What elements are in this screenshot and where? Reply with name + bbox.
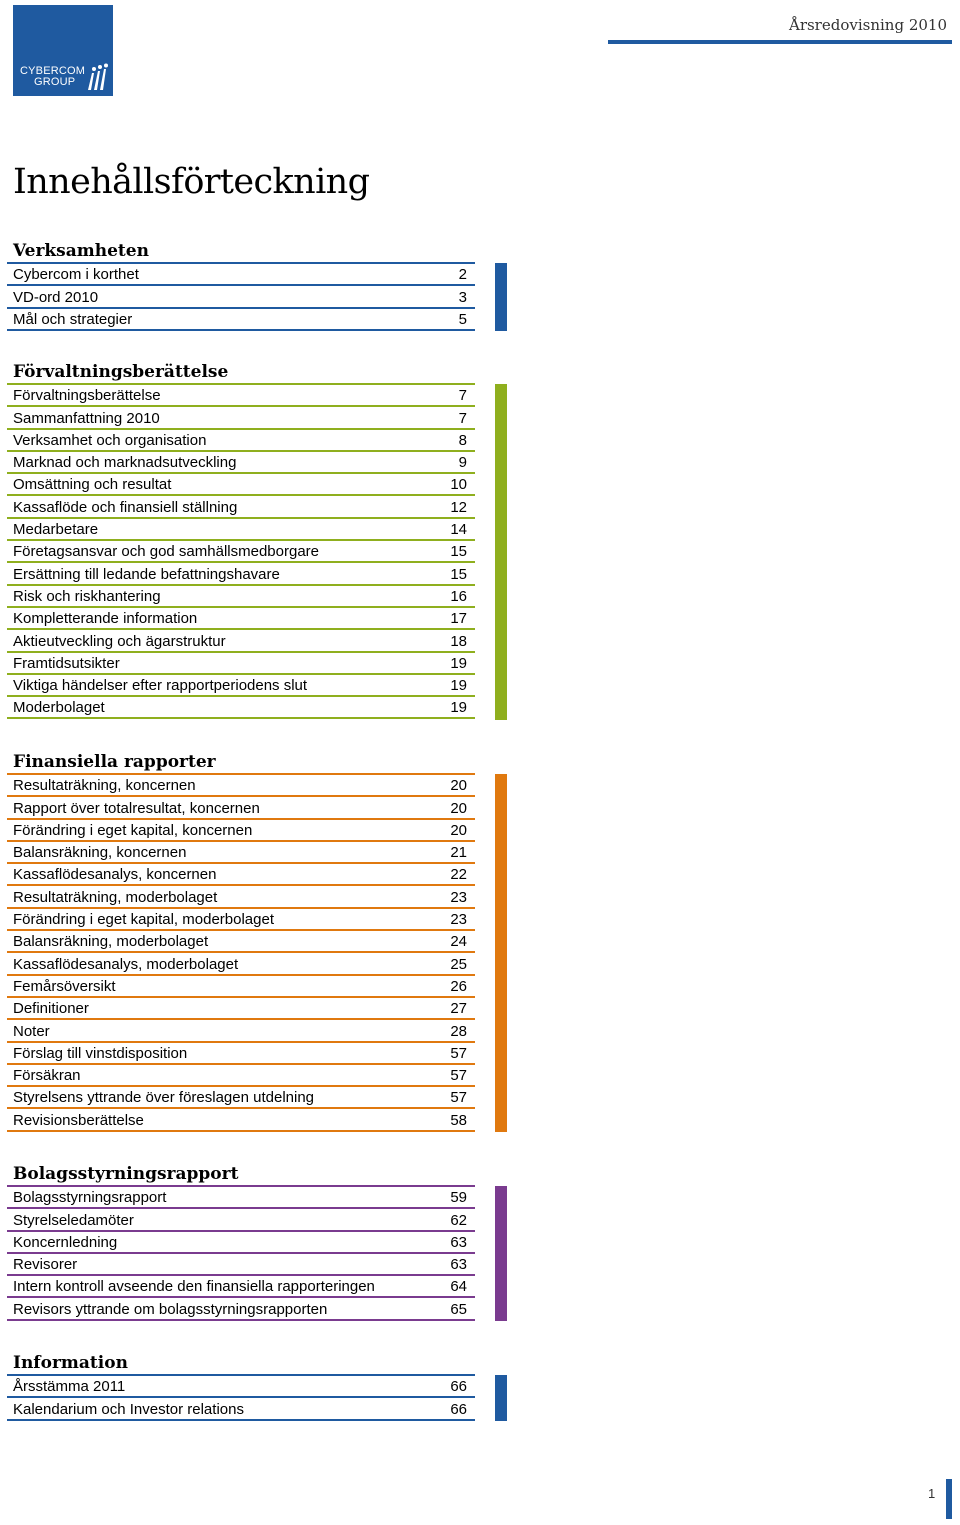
toc-entry-page: 2 (458, 266, 467, 284)
page-number: 1 (928, 1486, 936, 1501)
section-heading: Verksamheten (13, 241, 149, 261)
toc-entry-page: 28 (450, 1022, 467, 1040)
toc-entry-page: 20 (450, 821, 467, 839)
toc-entry[interactable] (7, 1042, 475, 1064)
toc-entry-page: 26 (450, 977, 467, 995)
toc-entry-label: Viktiga händelser efter rapportperiodens slut (13, 677, 308, 695)
section-heading: Förvaltningsberättelse (13, 362, 229, 382)
toc-entry-page: 62 (450, 1211, 467, 1229)
toc-entry-label: Revisors yttrande om bolagsstyrningsrapporten (13, 1300, 328, 1318)
toc-entry[interactable] (7, 263, 475, 285)
toc-entry-page: 23 (450, 911, 467, 929)
toc-entry-page: 14 (450, 521, 467, 539)
toc-entry[interactable] (7, 975, 475, 997)
toc-entry-label: Resultaträkning, moderbolaget (13, 888, 218, 906)
toc-entry[interactable] (7, 1275, 475, 1297)
toc-entry-label: VD-ord 2010 (13, 288, 99, 306)
toc-entry-page: 23 (450, 888, 467, 906)
section-heading: Bolagsstyrningsrapport (13, 1164, 239, 1184)
toc-entry-label: Aktieutveckling och ägarstruktur (13, 632, 226, 650)
toc-entry[interactable] (7, 1186, 475, 1208)
page-title: Innehållsförteckning (13, 162, 370, 202)
toc-entry-page: 57 (450, 1067, 467, 1085)
toc-entry-label: Medarbetare (13, 521, 99, 539)
toc-entry[interactable] (7, 696, 475, 718)
toc-entry-label: Kassaflöde och finansiell ställning (13, 498, 238, 516)
toc-entry[interactable] (7, 841, 475, 863)
toc-entry-page: 19 (450, 654, 467, 672)
toc-entry-page: 5 (458, 310, 467, 328)
toc-entry-page: 20 (450, 799, 467, 817)
toc-entry-page: 63 (450, 1233, 467, 1251)
toc-entry-rule (7, 1319, 475, 1321)
toc-entry[interactable] (7, 1231, 475, 1253)
section-heading: Finansiella rapporter (13, 752, 216, 772)
toc-entry[interactable] (7, 674, 475, 696)
toc-entry-page: 63 (450, 1256, 467, 1274)
toc-entry-label: Intern kontroll avseende den finansiella rapporteringen (13, 1278, 375, 1296)
toc-entry[interactable] (7, 652, 475, 674)
toc-entry[interactable] (7, 1109, 475, 1131)
toc-entry-page: 3 (458, 288, 467, 306)
toc-entry[interactable] (7, 774, 475, 796)
toc-entry-page: 24 (450, 933, 467, 951)
toc-entry[interactable] (7, 819, 475, 841)
toc-entry[interactable] (7, 1253, 475, 1275)
toc-entry[interactable] (7, 1375, 475, 1397)
toc-entry-label: Förslag till vinstdisposition (13, 1044, 188, 1062)
toc-entry[interactable] (7, 451, 475, 473)
toc-entry-label: Resultaträkning, koncernen (13, 777, 196, 795)
toc-entry-page: 66 (450, 1378, 467, 1396)
toc-entry-label: Framtidsutsikter (13, 654, 120, 672)
toc-entry[interactable] (7, 308, 475, 330)
toc-entry[interactable] (7, 406, 475, 428)
section-heading: Information (13, 1353, 128, 1373)
toc-entry-rule (7, 717, 475, 719)
toc-entry-label: Omsättning och resultat (13, 476, 172, 494)
toc-entry-page: 21 (450, 844, 467, 862)
toc-entry-label: Balansräkning, moderbolaget (13, 933, 209, 951)
toc-entry-label: Sammanfattning 2010 (13, 409, 160, 427)
toc-entry[interactable] (7, 796, 475, 818)
toc-entry-page: 59 (450, 1189, 467, 1207)
toc-entry[interactable] (7, 607, 475, 629)
toc-entry[interactable] (7, 1064, 475, 1086)
toc-entry-page: 7 (458, 387, 467, 405)
toc-entry-label: Förändring i eget kapital, moderbolaget (13, 911, 274, 929)
toc-entry-label: Cybercom i korthet (13, 266, 139, 284)
toc-entry-page: 17 (450, 610, 467, 628)
toc-entry-label: Styrelsens yttrande över föreslagen utdelning (13, 1089, 315, 1107)
toc-entry-page: 7 (458, 409, 467, 427)
toc-entry-page: 18 (450, 632, 467, 650)
logo-text (20, 66, 85, 88)
toc-entry-page: 65 (450, 1300, 467, 1318)
toc-entry[interactable] (7, 1208, 475, 1230)
toc-entry-page: 27 (450, 1000, 467, 1018)
toc-entry-label: Balansräkning, koncernen (13, 844, 187, 862)
toc-entry-label: Ersättning till ledande befattningshavare (13, 565, 280, 583)
toc-entry[interactable] (7, 429, 475, 451)
toc-entry-page: 57 (450, 1044, 467, 1062)
toc-entry-rule (7, 1419, 475, 1421)
toc-entry[interactable] (7, 629, 475, 651)
section-color-bar (495, 1375, 507, 1421)
header-rule (608, 40, 952, 44)
toc-entry-label: Rapport över totalresultat, koncernen (13, 799, 260, 817)
toc-entry[interactable] (7, 886, 475, 908)
toc-entry-label: Revisorer (13, 1256, 78, 1274)
toc-entry-label: Kassaflödesanalys, moderbolaget (13, 955, 239, 973)
toc-entry[interactable] (7, 952, 475, 974)
toc-entry-label: Revisionsberättelse (13, 1111, 144, 1129)
toc-entry-label: Noter (13, 1022, 50, 1040)
toc-entry[interactable] (7, 863, 475, 885)
toc-entry-label: Årsstämma 2011 (13, 1378, 126, 1396)
toc-entry[interactable] (7, 1086, 475, 1108)
toc-entry-page: 58 (450, 1111, 467, 1129)
toc-entry[interactable] (7, 585, 475, 607)
toc-entry-label: Verksamhet och organisation (13, 431, 207, 449)
toc-entry-label: Kassaflödesanalys, koncernen (13, 866, 217, 884)
logo-line-1: CYBERCOM (20, 65, 86, 77)
toc-entry-label: Koncernledning (13, 1233, 118, 1251)
toc-entry-label: Mål och strategier (13, 310, 133, 328)
toc-entry-page: 20 (450, 777, 467, 795)
toc-entry[interactable] (7, 908, 475, 930)
logo-line-2: GROUP (34, 76, 76, 88)
toc-entry-page: 57 (450, 1089, 467, 1107)
toc-entry[interactable] (7, 496, 475, 518)
toc-entry-label: Förändring i eget kapital, koncernen (13, 821, 253, 839)
toc-entry[interactable] (7, 285, 475, 307)
section-color-bar (495, 384, 507, 720)
toc-entry-page: 19 (450, 677, 467, 695)
toc-entry-page: 19 (450, 699, 467, 717)
toc-entry[interactable] (7, 1298, 475, 1320)
toc-entry[interactable] (7, 518, 475, 540)
toc-entry-label: Femårsöversikt (13, 977, 116, 995)
report-title: Årsredovisning 2010 (788, 16, 947, 34)
toc-entry-label: Företagsansvar och god samhällsmedborgare (13, 543, 319, 561)
toc-entry-page: 64 (450, 1278, 467, 1296)
page-number-bar (946, 1479, 952, 1519)
toc-entry[interactable] (7, 562, 475, 584)
toc-entry-rule (7, 329, 475, 331)
toc-entry-page: 15 (450, 565, 467, 583)
toc-entry[interactable] (7, 540, 475, 562)
toc-entry-label: Bolagsstyrningsrapport (13, 1189, 167, 1207)
section-color-bar (495, 774, 507, 1132)
section-color-bar (495, 1186, 507, 1321)
toc-entry-label: Moderbolaget (13, 699, 105, 717)
toc-entry[interactable] (7, 1019, 475, 1041)
toc-entry-page: 22 (450, 866, 467, 884)
toc-entry[interactable] (7, 473, 475, 495)
toc-entry-page: 10 (450, 476, 467, 494)
toc-entry-page: 12 (450, 498, 467, 516)
cybercom-logo (13, 5, 113, 96)
toc-entry-page: 15 (450, 543, 467, 561)
toc-entry[interactable] (7, 1397, 475, 1419)
toc-entry-label: Kompletterande information (13, 610, 198, 628)
toc-entry[interactable] (7, 997, 475, 1019)
logo-figures-icon (85, 63, 109, 91)
toc-entry-label: Risk och riskhantering (13, 587, 161, 605)
toc-entry-page: 66 (450, 1400, 467, 1418)
toc-entry-label: Kalendarium och Investor relations (13, 1400, 244, 1418)
toc-entry[interactable] (7, 930, 475, 952)
toc-entry-label: Definitioner (13, 1000, 89, 1018)
section-color-bar (495, 263, 507, 331)
toc-entry-label: Förvaltningsberättelse (13, 387, 161, 405)
toc-entry-label: Marknad och marknadsutveckling (13, 454, 237, 472)
toc-entry-rule (7, 1130, 475, 1132)
toc-entry-page: 8 (458, 431, 467, 449)
toc-entry-label: Försäkran (13, 1067, 81, 1085)
toc-entry-page: 9 (458, 454, 467, 472)
toc-entry-page: 16 (450, 587, 467, 605)
toc-entry-page: 25 (450, 955, 467, 973)
toc-entry[interactable] (7, 384, 475, 406)
toc-entry-label: Styrelseledamöter (13, 1211, 134, 1229)
